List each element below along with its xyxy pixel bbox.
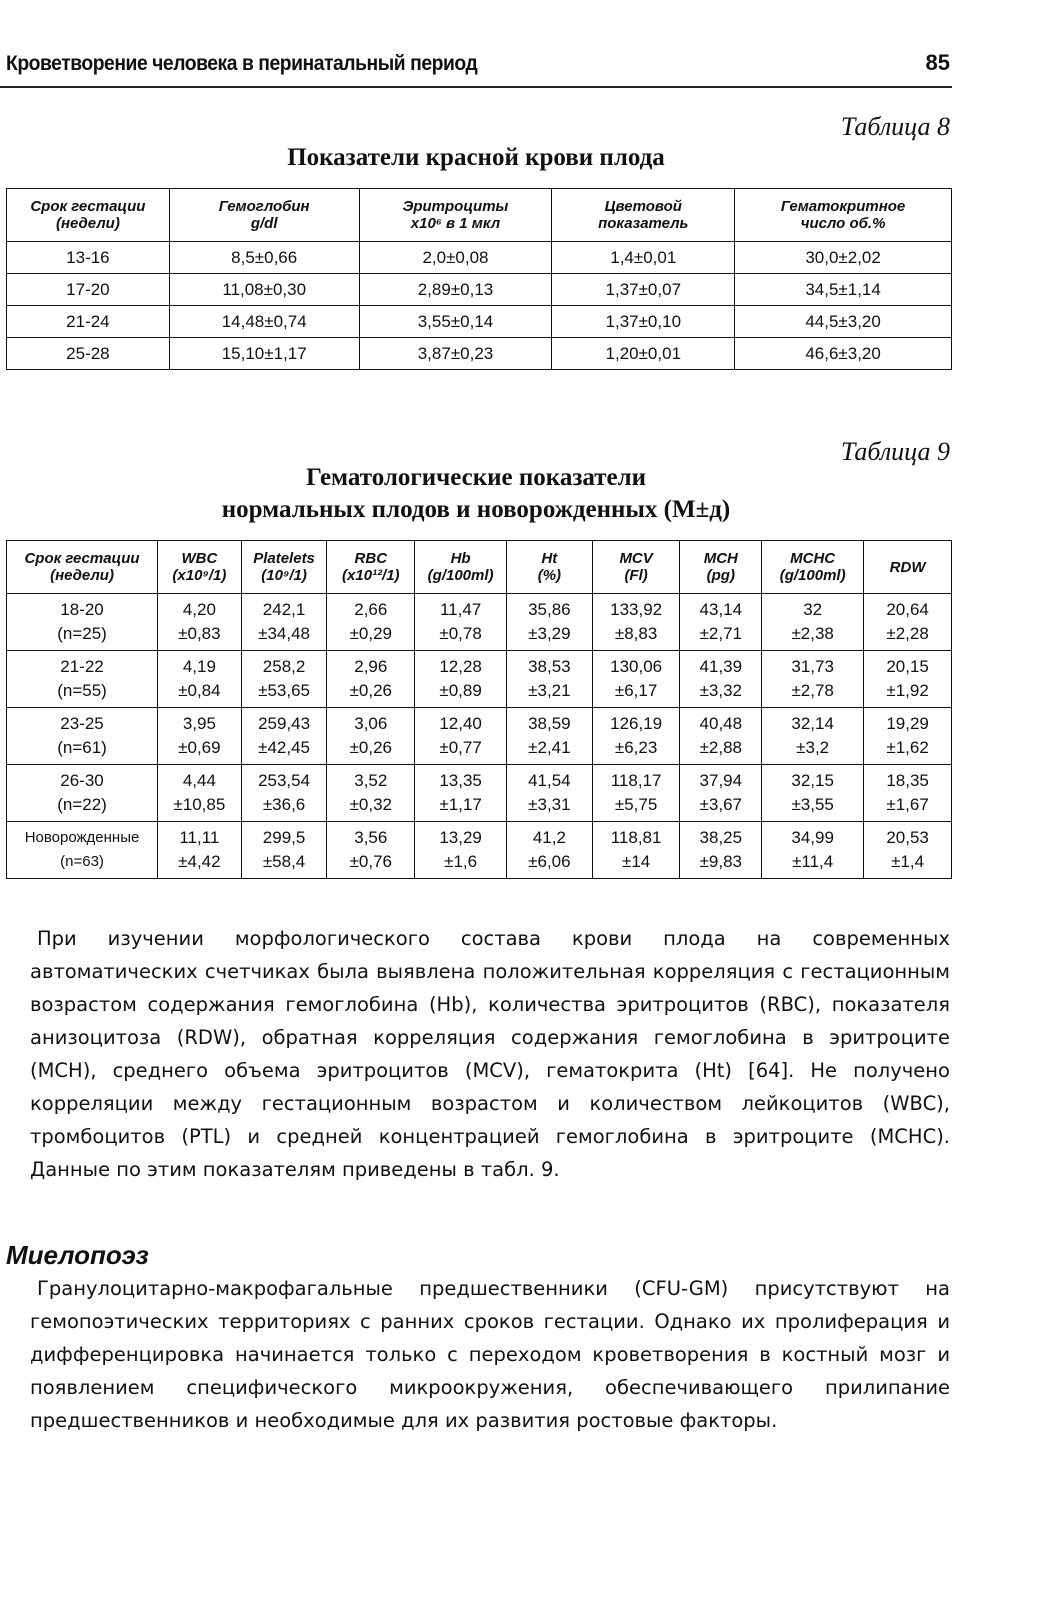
cell-line: 38,53 [528, 657, 571, 676]
cell-line: 11,47 [439, 600, 482, 619]
cell-line: 19,29 [886, 714, 929, 733]
cell-line: ±0,69 [178, 738, 221, 757]
cell-line: 40,48 [699, 714, 743, 733]
table9-header-cell [158, 541, 242, 594]
table9-cell [327, 765, 415, 822]
cell-line: ±58,4 [262, 852, 306, 871]
table8-cell: 1,37±0,07 [552, 274, 735, 306]
cell-line: 258,2 [262, 657, 306, 676]
table9-row [7, 822, 952, 879]
cell-line: 35,86 [528, 600, 571, 619]
table8-cell: 25-28 [7, 338, 170, 370]
header-line: (pg) [706, 567, 735, 584]
table9-cell [415, 708, 507, 765]
table8-row [7, 242, 952, 274]
cell-line: ±1,6 [444, 852, 478, 871]
cell-line: 118,17 [610, 771, 662, 790]
cell-line: ±8,83 [614, 624, 658, 643]
table9-cell [415, 651, 507, 708]
table8-cell: 15,10±1,17 [169, 338, 359, 370]
cell-line: 32,15 [791, 771, 834, 790]
table9-cell [680, 822, 762, 879]
header-line: WBC [181, 550, 218, 567]
header-line: Hb [450, 550, 471, 567]
header-line: (g/100ml) [427, 567, 494, 584]
cell-line: ±0,77 [439, 738, 482, 757]
cell-line: 3,52 [354, 771, 388, 790]
table9-cell [507, 822, 593, 879]
table9-row [7, 594, 952, 651]
table8-cell: 1,4±0,01 [552, 242, 735, 274]
table9-cell [592, 651, 680, 708]
table9-title-line2: нормальных плодов и новорожденных (M±д) [221, 496, 731, 523]
table9-cell [158, 651, 242, 708]
table9-cell [415, 765, 507, 822]
cell-line: ±0,83 [178, 624, 221, 643]
table9-header-cell [241, 541, 327, 594]
cell-line: ±2,88 [699, 738, 743, 757]
table9-cell [864, 708, 952, 765]
cell-line: ±2,38 [791, 624, 834, 643]
cell-line: ±0,26 [349, 738, 392, 757]
cell-line: 2,96 [354, 657, 388, 676]
table9-cell [327, 822, 415, 879]
table8-cell: 14,48±0,74 [169, 306, 359, 338]
table9-cell [415, 594, 507, 651]
table8-header-cell [169, 189, 359, 242]
cell-line: 4,20 [182, 600, 216, 619]
table9-row [7, 765, 952, 822]
cell-line: 126,19 [610, 714, 663, 733]
cell-line: 21-22 [60, 657, 104, 676]
cell-line: 12,28 [439, 657, 482, 676]
header-line: MCHC [790, 550, 836, 567]
cell-line: ±10,85 [173, 795, 226, 814]
table9-cell [762, 651, 864, 708]
header-line: Срок гестации [24, 550, 140, 567]
table9-cell [864, 651, 952, 708]
table9-header-cell [864, 541, 952, 594]
header-line: g/dl [250, 215, 278, 232]
cell-line: ±6,17 [614, 681, 658, 700]
cell-line: ±9,83 [699, 852, 743, 871]
cell-line: 130,06 [610, 657, 663, 676]
cell-line: ±0,26 [349, 681, 392, 700]
table8-cell: 17-20 [7, 274, 170, 306]
table9-cell [507, 708, 593, 765]
table9-header-row [7, 541, 952, 594]
cell-line: ±1,62 [886, 738, 929, 757]
cell-line: ±3,32 [699, 681, 743, 700]
cell-line: 37,94 [699, 771, 743, 790]
cell-line: 3,06 [354, 714, 388, 733]
cell-line: 41,2 [532, 828, 566, 847]
cell-line: 12,40 [439, 714, 482, 733]
table9-cell [158, 594, 242, 651]
table9-cell [327, 708, 415, 765]
cell-line: ±0,78 [439, 624, 482, 643]
table9-cell [592, 594, 680, 651]
table9-cell [327, 594, 415, 651]
header-line: Цветовой [604, 198, 682, 215]
table9-cell [680, 708, 762, 765]
page-number: 85 [925, 50, 950, 75]
table8-header-cell [552, 189, 735, 242]
cell-line: (n=22) [57, 795, 107, 814]
cell-line: ±34,48 [258, 624, 310, 643]
table8-cell: 44,5±3,20 [735, 306, 952, 338]
cell-line: (n=63) [60, 853, 104, 870]
table9-header-cell [415, 541, 507, 594]
header-line: (x10¹²/1) [342, 567, 400, 584]
table8-cell: 2,0±0,08 [359, 242, 552, 274]
table8-cell: 30,0±2,02 [735, 242, 952, 274]
table8-cell: 13-16 [7, 242, 170, 274]
table9-cell [241, 594, 327, 651]
cell-line: 118,81 [610, 828, 662, 847]
table9-title-line1: Гематологические показатели [305, 464, 647, 491]
cell-line: 4,44 [182, 771, 216, 790]
table9-cell [680, 594, 762, 651]
cell-line: 3,95 [182, 714, 216, 733]
cell-line: ±3,29 [528, 624, 571, 643]
cell-line: ±2,78 [791, 681, 834, 700]
table9-cell [864, 822, 952, 879]
cell-line: ±6,06 [528, 852, 571, 871]
cell-line: 18,35 [886, 771, 929, 790]
cell-line: 4,19 [182, 657, 216, 676]
cell-line: 23-25 [60, 714, 104, 733]
cell-line: ±0,89 [439, 681, 482, 700]
header-line: число об.% [800, 215, 886, 232]
table9 [6, 540, 952, 879]
cell-line: ±2,28 [886, 624, 929, 643]
table9-cell [507, 594, 593, 651]
cell-line: 18-20 [60, 600, 104, 619]
table9-cell [864, 765, 952, 822]
cell-line: 32 [803, 600, 823, 619]
cell-line: ±3,21 [528, 681, 571, 700]
cell-line: 41,54 [528, 771, 571, 790]
cell-line: 13,29 [439, 828, 482, 847]
cell-line: 38,59 [528, 714, 571, 733]
header-line: Эритроциты [402, 198, 509, 215]
cell-line: Новорожденные [24, 829, 140, 846]
cell-line: 253,54 [258, 771, 311, 790]
cell-line: ±3,2 [796, 738, 830, 757]
header-line: x10⁶ в 1 мкл [410, 215, 501, 232]
table8-header-cell [735, 189, 952, 242]
cell-line: 43,14 [699, 600, 743, 619]
table8-cell: 3,55±0,14 [359, 306, 552, 338]
table8 [6, 188, 952, 370]
cell-line: ±2,71 [699, 624, 743, 643]
table8-cell: 1,20±0,01 [552, 338, 735, 370]
cell-line: 34,99 [791, 828, 834, 847]
cell-line: 3,56 [354, 828, 388, 847]
table9-header-cell [507, 541, 593, 594]
header-line: показатель [598, 215, 689, 232]
cell-line: 20,15 [886, 657, 929, 676]
header-line: Ht [541, 550, 558, 567]
cell-line: 2,66 [354, 600, 388, 619]
table9-cell [7, 708, 158, 765]
table9-header-cell [762, 541, 864, 594]
table8-cell: 1,37±0,10 [552, 306, 735, 338]
table9-cell [241, 765, 327, 822]
table9-header-cell [592, 541, 680, 594]
cell-line: ±1,4 [891, 852, 925, 871]
table9-cell [241, 822, 327, 879]
table9-cell [7, 822, 158, 879]
table9-cell [762, 594, 864, 651]
table9-row [7, 651, 952, 708]
table9-cell [592, 708, 680, 765]
cell-line: ±3,67 [699, 795, 743, 814]
table9-cell [507, 651, 593, 708]
table9-cell [327, 651, 415, 708]
table9-cell [241, 708, 327, 765]
table9-cell [680, 651, 762, 708]
cell-line: 133,92 [610, 600, 663, 619]
cell-line: 31,73 [791, 657, 834, 676]
cell-line: ±4,42 [178, 852, 221, 871]
cell-line: (n=55) [57, 681, 107, 700]
cell-line: 32,14 [791, 714, 834, 733]
running-title: Кроветворение человека в перинатальный период [6, 52, 478, 75]
paragraph-2: Гранулоцитарно-макрофагальные предшественники (CFU-GM) присутствуют на гемопоэтических территориях с ранних сроков гестации. Однако их пролиферация и дифференцировка начинается только с переходом кроветворения в костный мозг и появлением специфического микроокружения, обеспечивающего прилипание предшественников и необходимые для их развития ростовые факторы. [30, 1277, 950, 1432]
table9-cell [241, 651, 327, 708]
cell-line: 11,11 [179, 828, 220, 847]
cell-line: 20,53 [886, 828, 929, 847]
table9-cell [507, 765, 593, 822]
header-line: RBC [354, 550, 388, 567]
table8-cell: 8,5±0,66 [169, 242, 359, 274]
table8-title: Показатели красной крови плода [287, 144, 665, 171]
table9-cell [415, 822, 507, 879]
cell-line: ±42,45 [258, 738, 310, 757]
cell-line: 41,39 [699, 657, 743, 676]
cell-line: ±11,4 [792, 852, 834, 871]
header-line: Срок гестации [30, 198, 146, 215]
cell-line: (n=25) [57, 624, 107, 643]
header-line: MCV [619, 550, 653, 567]
cell-line: ±0,32 [349, 795, 392, 814]
cell-line: 26-30 [60, 771, 104, 790]
cell-line: ±0,29 [349, 624, 392, 643]
header-line: (g/100ml) [779, 567, 846, 584]
table8-cell: 34,5±1,14 [735, 274, 952, 306]
cell-line: ±1,17 [439, 795, 482, 814]
header-line: Гемоглобин [218, 198, 310, 215]
header-line: (%) [537, 567, 562, 584]
cell-line: ±0,84 [178, 681, 221, 700]
table8-row [7, 306, 952, 338]
header-line: (x10⁹/1) [172, 567, 227, 584]
table8-cell: 3,87±0,23 [359, 338, 552, 370]
table9-cell [7, 594, 158, 651]
cell-line: ±6,23 [614, 738, 658, 757]
header-line: Гематокритное [780, 198, 906, 215]
table8-header-cell [7, 189, 170, 242]
table9-cell [7, 765, 158, 822]
table9-row [7, 708, 952, 765]
header-line: (недели) [50, 567, 114, 584]
cell-line: 38,25 [699, 828, 743, 847]
table9-cell [762, 765, 864, 822]
cell-line: 259,43 [258, 714, 311, 733]
cell-line: ±14 [621, 852, 651, 871]
table9-label: Таблица 9 [840, 437, 950, 466]
table8-row [7, 274, 952, 306]
header-line: RDW [889, 558, 926, 576]
header-line: (10⁹/1) [261, 567, 307, 584]
table9-cell [158, 708, 242, 765]
table8-label: Таблица 8 [840, 112, 950, 141]
table9-cell [762, 822, 864, 879]
table9-cell [592, 822, 680, 879]
cell-line: ±2,41 [528, 738, 571, 757]
table9-header-cell [327, 541, 415, 594]
cell-line: ±0,76 [349, 852, 392, 871]
table8-cell: 21-24 [7, 306, 170, 338]
cell-line: (n=61) [57, 738, 107, 757]
cell-line: ±3,55 [791, 795, 834, 814]
table8-header-row [7, 189, 952, 242]
section-heading-myelopoiesis: Миелопоэз [6, 1240, 149, 1270]
cell-line: 13,35 [439, 771, 482, 790]
cell-line: ±5,75 [614, 795, 658, 814]
table9-cell [762, 708, 864, 765]
cell-line: ±3,31 [528, 795, 571, 814]
table9-cell [7, 651, 158, 708]
table9-cell [680, 765, 762, 822]
cell-line: ±36,6 [262, 795, 306, 814]
paragraph-1: При изучении морфологического состава крови плода на современных автоматических счетчиках была выявлена положительная корреляция с гестационным возрастом содержания гемоглобина (Hb), количества эритроцитов (RBC), показателя анизоцитоза (RDW), обратная корреляция содержания гемоглобина в эритроците (MCH), среднего объема эритроцитов (MCV), гематокрита (Ht) [64]. Не получено корреляции между гестационным возрастом и количеством лейкоцитов (WBC), тромбоцитов (PTL) и средней концентрацией гемоглобина в эритроците (MCHC). Данные по этим показателям приведены в табл. 9. [30, 927, 950, 1181]
table9-cell [158, 822, 242, 879]
cell-line: 20,64 [886, 600, 929, 619]
cell-line: 242,1 [262, 600, 306, 619]
table8-cell: 2,89±0,13 [359, 274, 552, 306]
cell-line: 299,5 [262, 828, 306, 847]
cell-line: ±1,67 [886, 795, 929, 814]
table9-header-cell [7, 541, 158, 594]
header-rule [0, 86, 952, 88]
cell-line: ±1,92 [886, 681, 929, 700]
table8-cell: 46,6±3,20 [735, 338, 952, 370]
table8-header-cell [359, 189, 552, 242]
header-line: Platelets [253, 550, 315, 567]
header-line: (недели) [55, 215, 120, 232]
table9-header-cell [680, 541, 762, 594]
header-line: (Fl) [624, 567, 648, 584]
header-line: MCH [703, 550, 738, 567]
cell-line: ±53,65 [258, 681, 310, 700]
table9-cell [592, 765, 680, 822]
table8-row [7, 338, 952, 370]
table8-cell: 11,08±0,30 [169, 274, 359, 306]
table9-cell [158, 765, 242, 822]
table9-cell [864, 594, 952, 651]
